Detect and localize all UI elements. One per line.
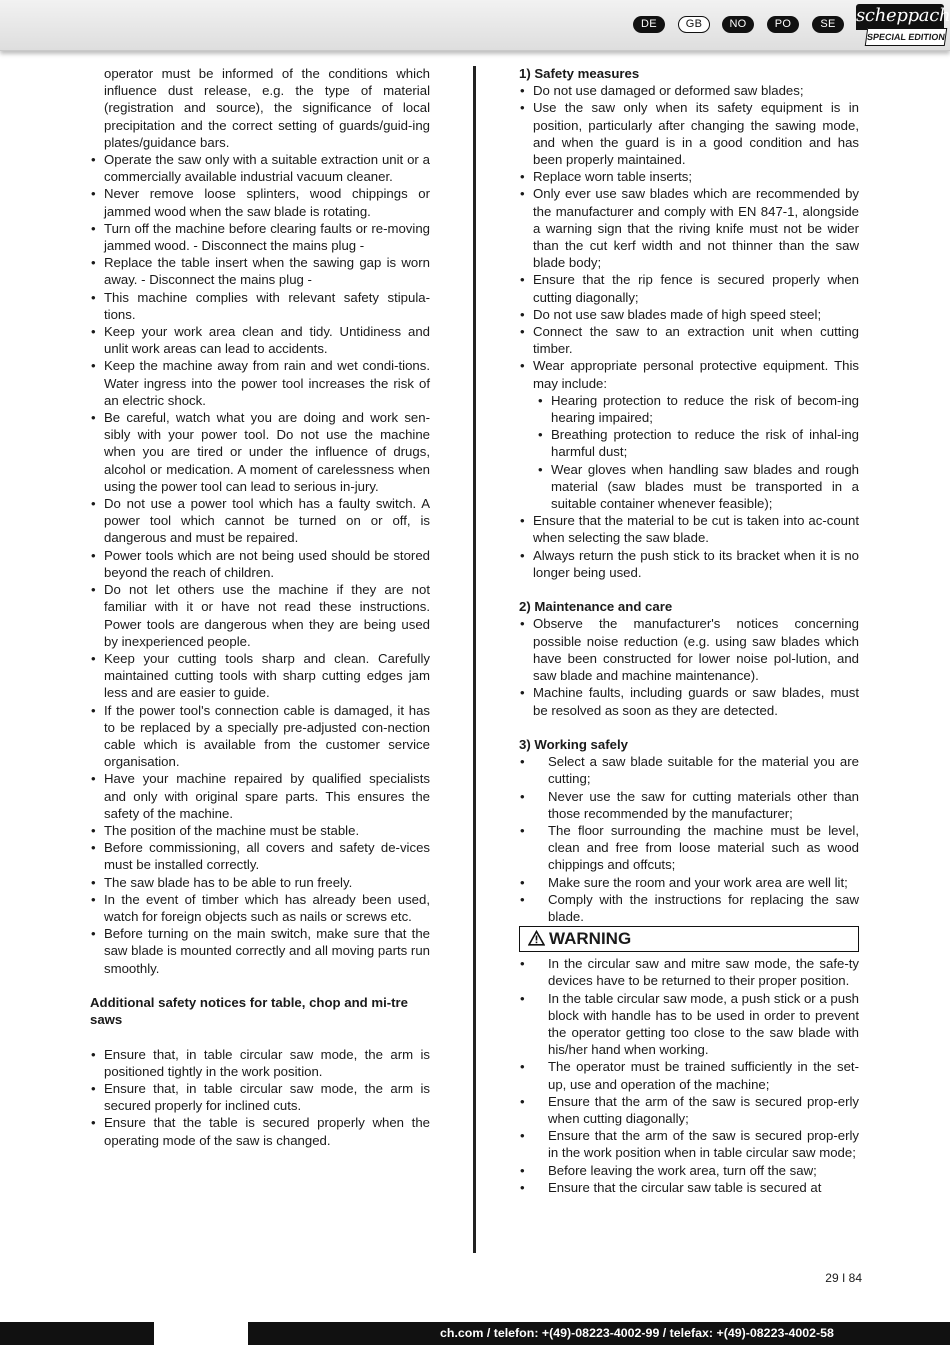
warning-label: WARNING — [549, 929, 632, 949]
list-item: • Connect the saw to an extraction unit when cutting timber. — [519, 323, 859, 357]
footer-contact-text: ch.com / telefon: +(49)-08223-4002-99 / telefax: +(49)-08223-4002-58 — [440, 1326, 834, 1340]
list-item: • Keep the machine away from rain and wet condi-tions. Water ingress into the power tool increases the risk of an electric shock. — [90, 357, 430, 409]
language-tab-po[interactable]: PO — [767, 16, 799, 33]
list-item: • Have your machine repaired by qualified specialists and only with original spare parts. This ensures the safety of the machine. — [90, 770, 430, 822]
list-item: • If the power tool's connection cable is damaged, it has to be replaced by a specially pre-adjusted con-nection cable which is available from the customer service organisation. — [90, 702, 430, 771]
list-item: • Do not let others use the machine if they are not familiar with it or have not read these instructions. Power tools are dangerous when they are being used by inexperienced people. — [90, 581, 430, 650]
list-item: • Ensure that the material to be cut is taken into ac-count when selecting the saw blade. — [519, 512, 859, 546]
list-item: • Always return the push stick to its bracket when it is no longer being used. — [519, 547, 859, 581]
footer-white-block — [154, 1322, 248, 1345]
maintenance-list — [519, 615, 859, 718]
list-item: • The floor surrounding the machine must be level, clean and free from loose material such as wood chippings and offcuts; — [519, 822, 859, 874]
list-item: • In the event of timber which has already been used, watch for foreign objects such as nails or screws etc. — [90, 891, 430, 925]
list-item: • Replace the table insert when the sawing gap is worn away. - Disconnect the mains plug - — [90, 254, 430, 288]
language-tab-se[interactable]: SE — [812, 16, 844, 33]
additional-safety-heading: Additional safety notices for table, chop and mi-tre saws — [90, 994, 409, 1028]
list-item: • Never remove loose splinters, wood chippings or jammed wood when the saw blade is rotating. — [90, 185, 430, 219]
language-tab-de[interactable]: DE — [633, 16, 665, 33]
column-divider — [473, 66, 476, 1253]
scheppach-logo — [856, 4, 950, 46]
list-item: • Only ever use saw blades which are recommended by the manufacturer and comply with EN 847-1, alongside a warning sign that the riving knife must not be wider than the cut kerf width and not thinner than the saw blade body; — [519, 185, 859, 271]
working-safely-heading: 3) Working safely — [519, 736, 628, 752]
right-column — [519, 65, 859, 1196]
maintenance-heading: 2) Maintenance and care — [519, 599, 673, 615]
working-safely-list — [519, 753, 859, 925]
list-item: • Ensure that the rip fence is secured properly when cutting diagonally; — [519, 271, 859, 305]
safety-measures-list — [519, 82, 859, 392]
list-item: • Observe the manufacturer's notices concerning possible noise reduction (e.g. using saw blades which have been constructed for lower noise pol-lution, and saw blade and machine maintenance). — [519, 615, 859, 684]
warning-list — [519, 955, 859, 1196]
list-item: • Operate the saw only with a suitable extraction unit or a commercially available industrial vacuum cleaner. — [90, 151, 430, 185]
list-item: • The saw blade has to be able to run freely. — [90, 874, 430, 891]
list-item: • Before turning on the main switch, make sure that the saw blade is mounted correctly and all moving parts run smoothly. — [90, 925, 430, 977]
list-item: • Replace worn table inserts; — [519, 168, 859, 185]
intro-continuation: operator must be informed of the conditions which influence dust release, e.g. the type of material (registration and source), the significance of local precipitation and the correct setting of guards/guid-ing plates/guidance bars. — [104, 66, 430, 150]
list-item: • Do not use saw blades made of high speed steel; — [519, 306, 859, 323]
list-item: • In the table circular saw mode, a push stick or a push block with handle has to be used in order to prevent the operator getting too close to the saw blade with his/her hand when working. — [519, 990, 859, 1059]
list-item: • Never use the saw for cutting materials other than those recommended by the manufacturer; — [519, 788, 859, 822]
list-item: • Ensure that, in table circular saw mode, the arm is secured properly for inclined cuts. — [90, 1080, 430, 1114]
list-item: • Comply with the instructions for replacing the saw blade. — [519, 891, 859, 925]
logo-special-edition: SPECIAL EDITION — [865, 28, 948, 46]
list-item: • Select a saw blade suitable for the material you are cutting; — [519, 753, 859, 787]
list-item: • Keep your cutting tools sharp and clean. Carefully maintained cutting tools with sharp cutting edges jam less and are easier to guide. — [90, 650, 430, 702]
list-item: • In the circular saw and mitre saw mode, the safe-ty devices have to be returned to their proper position. — [519, 955, 859, 989]
safety-bullet-list — [90, 151, 430, 977]
list-item: • Ensure that, in table circular saw mode, the arm is positioned tightly in the work position. — [90, 1046, 430, 1080]
list-item: • Be careful, watch what you are doing and work sen-sibly with your power tool. Do not use the machine when you are tired or under the influence of drugs, alcohol or medication. A moment of carelessness when using the power tool can lead to serious in-jury. — [90, 409, 430, 495]
list-item: • Make sure the room and your work area are well lit; — [519, 874, 859, 891]
safety-measures-list-continued — [519, 512, 859, 581]
page-header — [0, 0, 950, 51]
ppe-sub-list — [519, 392, 859, 512]
list-item: • Power tools which are not being used should be stored beyond the reach of children. — [90, 547, 430, 581]
list-item: • Wear gloves when handling saw blades and rough material (saw blades must be transported in a suitable container whenever feasible); — [519, 461, 859, 513]
list-item: • Ensure that the table is secured properly when the operating mode of the saw is changed. — [90, 1114, 430, 1148]
list-item: • Hearing protection to reduce the risk of becom-ing hearing impaired; — [519, 392, 859, 426]
safety-measures-heading: 1) Safety measures — [519, 66, 640, 81]
additional-safety-list — [90, 1046, 430, 1149]
language-tab-no[interactable]: NO — [722, 16, 754, 33]
list-item: • Keep your work area clean and tidy. Untidiness and unlit work areas can lead to accidents. — [90, 323, 430, 357]
list-item: • Do not use damaged or deformed saw blades; — [519, 82, 859, 99]
list-item: • The position of the machine must be stable. — [90, 822, 430, 839]
list-item: • Ensure that the circular saw table is secured at — [519, 1179, 859, 1196]
warning-triangle-icon — [528, 930, 545, 946]
list-item: • Do not use a power tool which has a faulty switch. A power tool which cannot be turned on or off, is dangerous and must be repaired. — [90, 495, 430, 547]
left-column — [90, 65, 430, 1149]
list-item: • Before leaving the work area, turn off the saw; — [519, 1162, 859, 1179]
list-item: • Ensure that the arm of the saw is secured prop-erly in the work position when in table circular saw mode; — [519, 1127, 859, 1161]
list-item: • Turn off the machine before clearing faults or re-moving jammed wood. - Disconnect the mains plug - — [90, 220, 430, 254]
page-footer — [0, 1322, 950, 1345]
list-item: • This machine complies with relevant safety stipula-tions. — [90, 289, 430, 323]
page-number: 29 I 84 — [825, 1271, 862, 1285]
list-item: • Ensure that the arm of the saw is secured prop-erly when cutting diagonally; — [519, 1093, 859, 1127]
list-item: • Breathing protection to reduce the risk of inhal-ing harmful dust; — [519, 426, 859, 460]
list-item: • Machine faults, including guards or saw blades, must be resolved as soon as they are detected. — [519, 684, 859, 718]
list-item: • Use the saw only when its safety equipment is in position, particularly after changing the sawing mode, and when the guard is in a good condition and has been properly maintained. — [519, 99, 859, 168]
warning-box — [519, 926, 859, 952]
language-tab-gb[interactable]: GB — [678, 16, 710, 33]
logo-brand: scheppach — [856, 4, 944, 30]
list-item: • Before commissioning, all covers and safety de-vices must be installed correctly. — [90, 839, 430, 873]
list-item: • The operator must be trained sufficiently in the set-up, use and operation of the machine; — [519, 1058, 859, 1092]
list-item: • Wear appropriate personal protective equipment. This may include: — [519, 357, 859, 391]
